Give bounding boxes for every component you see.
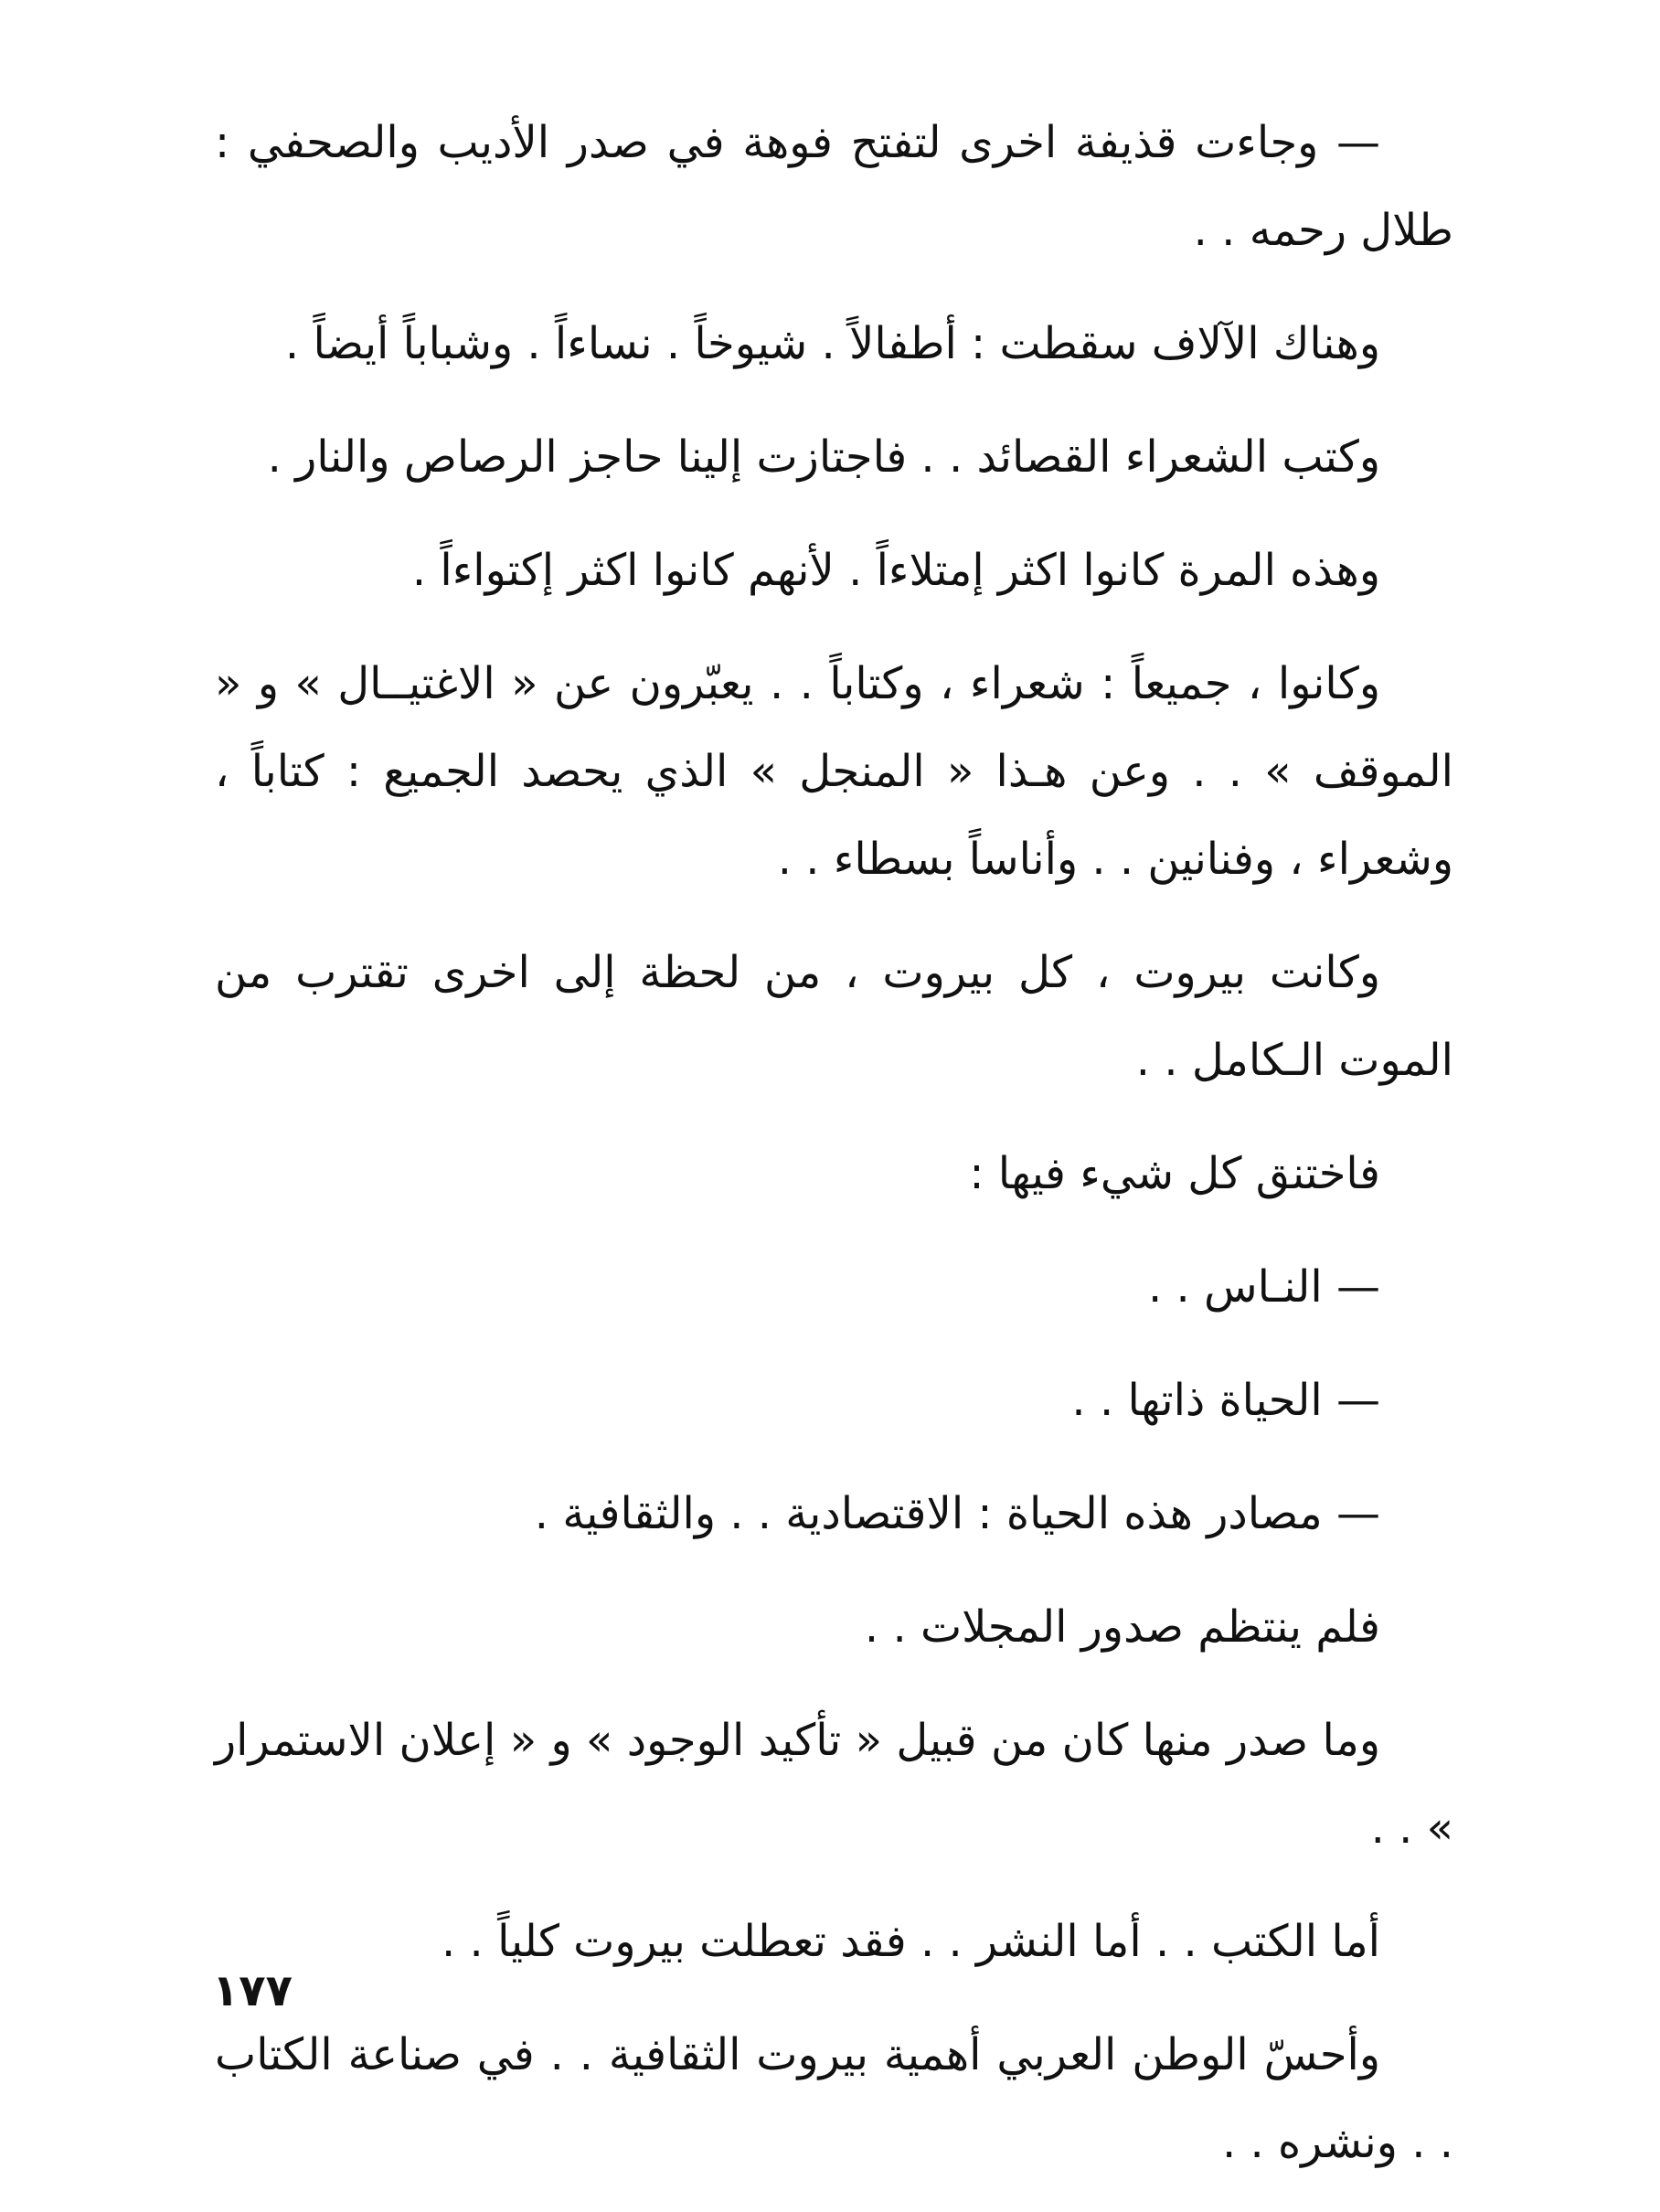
paragraph: فاختنق كل شيء فيها : [969,1148,1380,1199]
paragraph: وكتب الشعراء القصائد . . فاجتازت إلينا حاجز الرصاص والنار . [267,431,1380,483]
paragraph: وكانت بيروت ، كل بيروت ، من لحظة إلى اخرى تقترب من الموت الـكامل . . [215,947,1453,1086]
paragraph: وأحسّ الوطن العربي أهمية بيروت الثقافية . . في صناعة الكتاب . . ونشره . . [215,2029,1453,2168]
paragraph: وكانوا ، جميعاً : شعراء ، وكتاباً . . يعبّرون عن « الاغتيــال » و « الموقف » . . وعن هـذا « المنجل » الذي يحصد الجميع : كتاباً ، وشعراء ، وفنانين . . وأناساً بسطاء . . [215,658,1453,885]
list-item: — النـاس . . [1147,1261,1380,1313]
page-number: ١٧٧ [212,1965,293,2016]
paragraph: فلم ينتظم صدور المجلات . . [864,1601,1380,1653]
paragraph: وهذه المرة كانوا اكثر إمتلاءاً . لأنهم كانوا اكثر إكتواءاً . [411,545,1380,596]
list-item: — الحياة ذاتها . . [1071,1375,1380,1426]
list-item: — مصادر هذه الحياة : الاقتصادية . . والثقافية . [534,1488,1380,1539]
paragraph: وما صدر منها كان من قبيل « تأكيد الوجود » و « إعلان الاستمرار » . . [215,1715,1453,1854]
paragraph: — وجاءت قذيفة اخرى لتفتح فوهة في صدر الأديب والصحفي : طلال رحمه . . [215,117,1453,256]
paragraph: أما الكتب . . أما النشر . . فقد تعطلت بيروت كلياً . . [442,1916,1380,1967]
page-body [215,99,1453,2212]
paragraph: وهناك الآلاف سقطت : أطفالاً . شيوخاً . نساءاً . وشباباً أيضاً . [284,318,1380,369]
